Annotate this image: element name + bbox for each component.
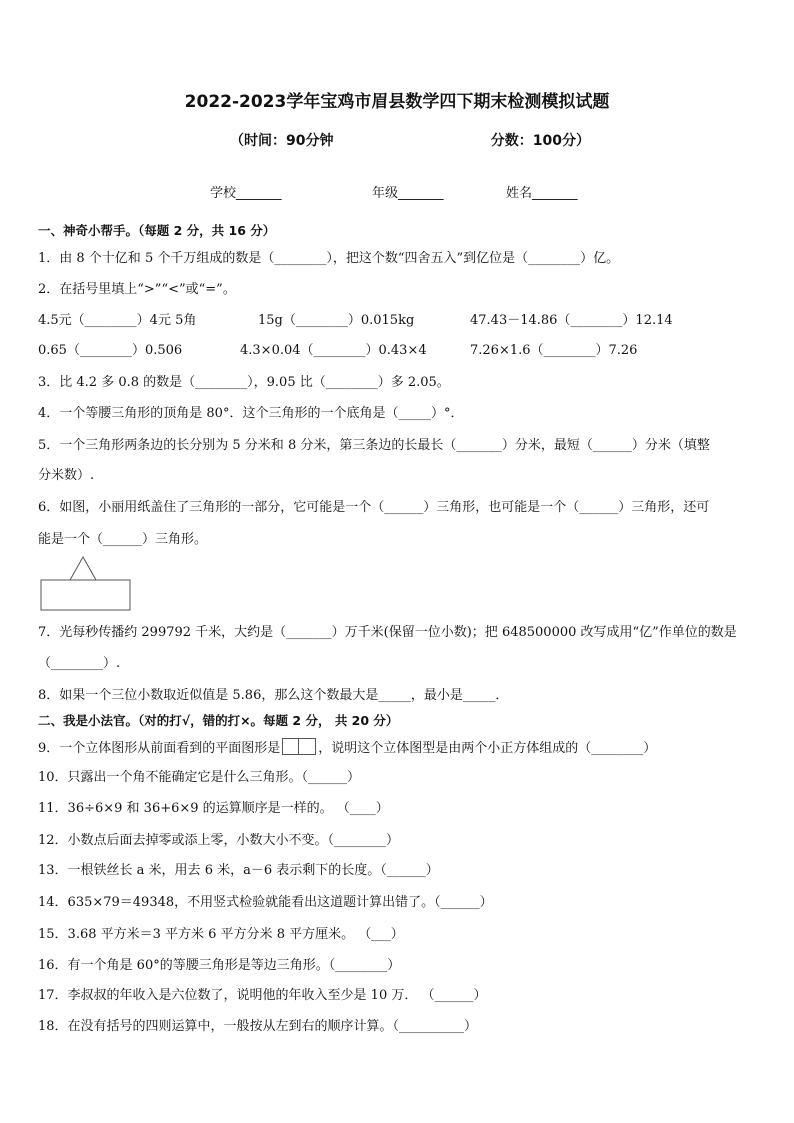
score-text: 分数：100分）	[490, 133, 590, 149]
grade-field[interactable]: 年级_______	[372, 186, 444, 201]
q2-item-1: 4.5元（________）4元 5角	[38, 313, 197, 328]
two-squares-figure	[282, 738, 316, 755]
question-9-text-start: 9．一个立体图形从前面看到的平面图形是	[38, 741, 281, 756]
covered-triangle-figure	[40, 556, 132, 612]
question-16: 16．有一个角是 60°的等腰三角形是等边三角形。（________）	[38, 958, 401, 973]
question-9	[38, 738, 656, 758]
question-15: 15．3.68 平方米＝3 平方米 6 平方分米 8 平方厘米。 （___）	[38, 927, 404, 942]
question-3: 3．比 4.2 多 0.8 的数是（________），9.05 比（________）多 2.05。	[38, 375, 450, 390]
question-2: 2．在括号里填上“>”“<”或“=”。	[38, 282, 236, 297]
time-score-line	[230, 130, 590, 150]
question-5-line2: 分米数）.	[38, 468, 95, 483]
question-5-line1: 5．一个三角形两条边的长分别为 5 分米和 8 分米，第三条边的长最长（_______）分米，最短（______）分米（填整	[38, 438, 710, 453]
question-10: 10．只露出一个角不能确定它是什么三角形。（______）	[38, 770, 361, 785]
page-title: 2022-2023学年宝鸡市眉县数学四下期末检测模拟试题	[184, 92, 610, 112]
name-field[interactable]: 姓名_______	[506, 186, 578, 201]
question-8: 8．如果一个三位小数取近似值是 5.86，那么这个数最大是_____，最小是_____．	[38, 688, 509, 703]
time-text: （时间：90分钟	[230, 133, 334, 149]
q2-item-5: 4.3×0.04（________）0.43×4	[240, 343, 427, 358]
question-6-line2: 能是一个（______）三角形。	[38, 532, 208, 547]
question-11: 11．36÷6×9 和 36+6×9 的运算顺序是一样的。 （____）	[38, 801, 389, 816]
q2-item-2: 15g（________）0.015kg	[258, 313, 415, 328]
school-field[interactable]: 学校_______	[210, 186, 282, 201]
question-13: 13．一根铁丝长 a 米，用去 6 米，a－6 表示剩下的长度。（______）	[38, 863, 439, 878]
question-1: 1．由 8 个十亿和 5 个千万组成的数是（________），把这个数“四舍五入”到亿位是（________）亿。	[38, 251, 620, 266]
question-14: 14．635×79＝49348，不用竖式检验就能看出这道题计算出错了。（______）	[38, 895, 493, 910]
q2-item-4: 0.65（________）0.506	[38, 343, 183, 358]
question-7-line1: 7．光每秒传播约 299792 千米，大约是（_______）万千米(保留一位小数)；把 648500000 改写成用“亿”作单位的数是	[38, 625, 737, 640]
section1-heading: 一、神奇小帮手。（每题 2 分，共 16 分）	[38, 223, 276, 238]
question-6-line1: 6．如图，小丽用纸盖住了三角形的一部分，它可能是一个（______）三角形，也可能是一个（______）三角形，还可	[38, 500, 710, 515]
q2-item-6: 7.26×1.6（________）7.26	[470, 343, 638, 358]
section2-heading: 二、我是小法官。（对的打√，错的打×。每题 2 分， 共 20 分）	[38, 713, 399, 728]
question-4: 4．一个等腰三角形的顶角是 80°．这个三角形的一个底角是（_____）°．	[38, 406, 464, 421]
question-17: 17．李叔叔的年收入是六位数了，说明他的年收入至少是 10 万． （______）	[38, 988, 487, 1003]
question-9-text-end: ，说明这个立体图型是由两个小正方体组成的（________）	[318, 741, 657, 756]
q2-item-3: 47.43－14.86（________）12.14	[470, 313, 673, 328]
question-18: 18．在没有括号的四则运算中，一般按从左到右的顺序计算。（__________）	[38, 1019, 478, 1034]
question-7-line2: （________）.	[38, 656, 121, 671]
question-12: 12．小数点后面去掉零或添上零，小数大小不变。（________）	[38, 833, 400, 848]
